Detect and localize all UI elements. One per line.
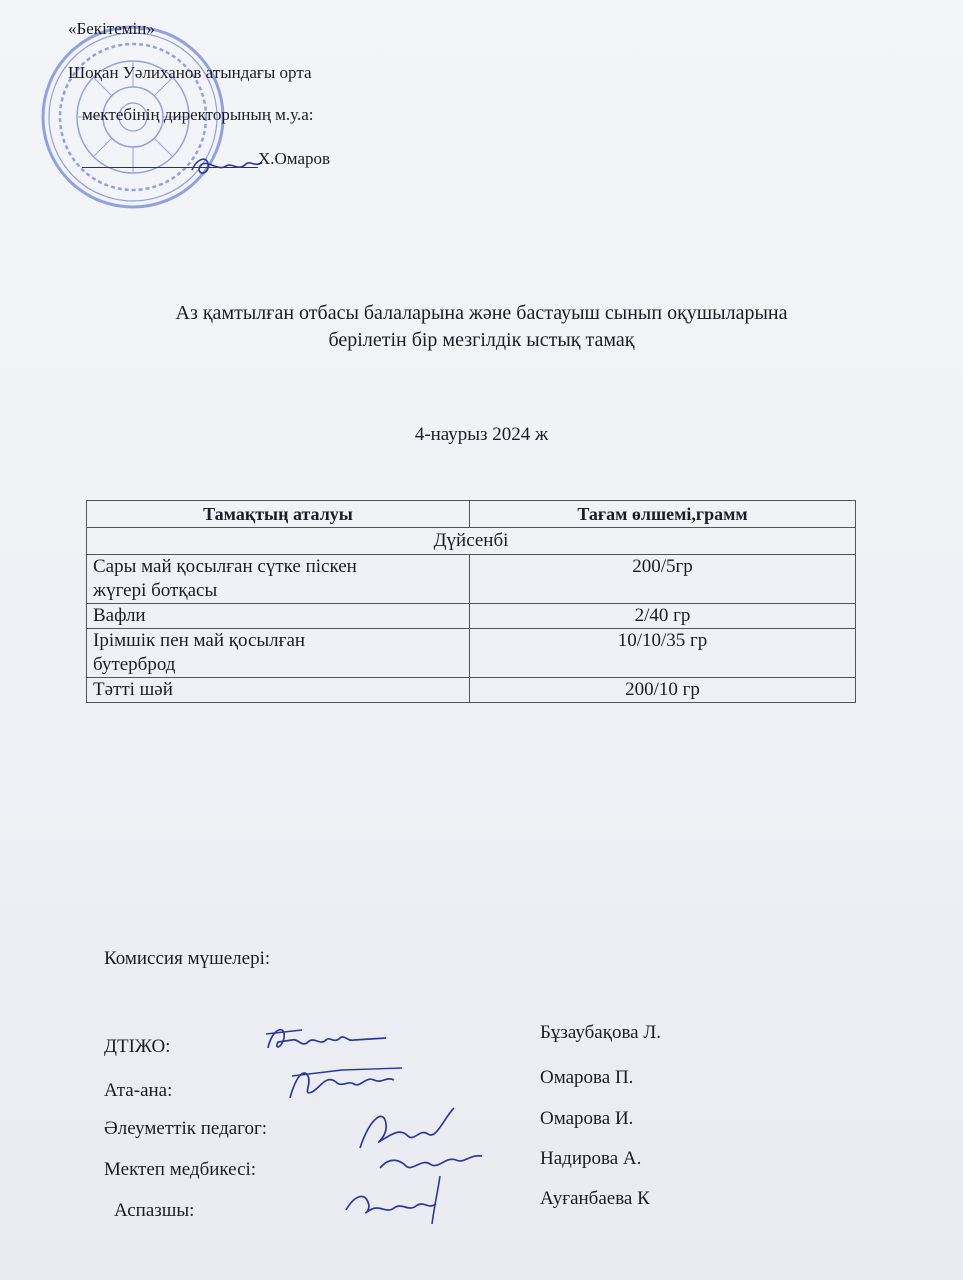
commission-label: Комиссия мүшелері: [104, 948, 271, 969]
title-line-2: берілетін бір мезгілдік ыстық тамақ [328, 329, 635, 351]
member-role: Ата-ана: [104, 1080, 173, 1101]
title-line-1: Аз қамтылған отбасы балаларына және бастауыш сынып оқушыларына [175, 302, 788, 324]
table-header-row [87, 501, 856, 528]
approval-signer: Х.Омаров [258, 149, 331, 168]
approval-position: мектебінің директорының м.у.а: [82, 105, 314, 124]
member-role: ДТІЖО: [104, 1036, 171, 1057]
table-row [87, 555, 856, 604]
dish-name-line: Сары май қосылған сүтке піскен [93, 556, 357, 577]
dish-name [87, 629, 470, 678]
member-name: Омарова П. [540, 1067, 634, 1088]
document-title [0, 300, 963, 354]
member-role: Мектеп медбикесі: [104, 1159, 257, 1180]
dish-name-line: бутерброд [93, 654, 176, 675]
member-role: Әлеуметтік педагог: [104, 1118, 268, 1139]
dish-portion: 200/10 гр [470, 678, 856, 703]
header-dish-name: Тамақтың аталуы [87, 501, 470, 528]
document-date: 4-наурыз 2024 ж [414, 424, 549, 445]
approval-school: Шоқан Уәлиханов атындағы орта [68, 63, 312, 82]
approval-heading: «Бекітемін» [68, 19, 155, 38]
signature-social-pedagogue [350, 1098, 490, 1178]
table-row [87, 604, 856, 629]
member-role: Аспазшы: [114, 1200, 195, 1221]
dish-name-line: Ірімшік пен май қосылған [93, 630, 306, 651]
dish-portion: 200/5гр [470, 555, 856, 604]
menu-table [86, 500, 856, 703]
signature-dtizho [262, 1018, 392, 1062]
dish-name-line: жүгері ботқасы [93, 580, 218, 601]
day-label: Дүйсенбі [87, 528, 856, 555]
member-name: Бұзаубақова Л. [540, 1022, 662, 1043]
dish-portion: 2/40 гр [470, 604, 856, 629]
table-row [87, 629, 856, 678]
dish-name-line: Тәтті шәй [93, 679, 173, 700]
signature-cook [340, 1170, 460, 1230]
table-row [87, 678, 856, 703]
dish-name [87, 604, 470, 629]
member-name: Ауғанбаева К [540, 1188, 650, 1209]
dish-name [87, 678, 470, 703]
dish-portion: 10/10/35 гр [470, 629, 856, 678]
member-name: Надирова А. [540, 1148, 642, 1169]
dish-name [87, 555, 470, 604]
member-name: Омарова И. [540, 1108, 634, 1129]
header-portion: Тағам өлшемі,грамм [470, 501, 856, 528]
day-row [87, 528, 856, 555]
dish-name-line: Вафли [93, 605, 146, 626]
